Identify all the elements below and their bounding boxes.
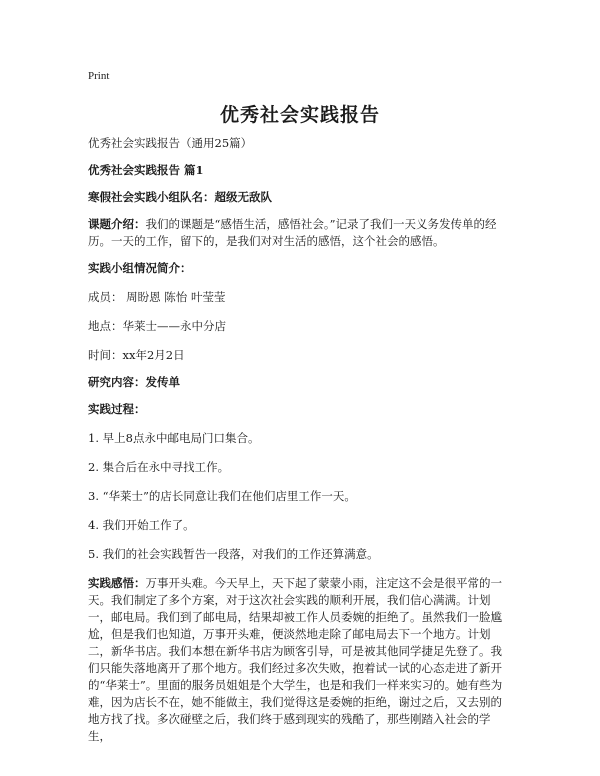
reflection-paragraph <box>88 575 508 745</box>
process-step: 4. 我们开始工作了。 <box>88 518 195 532</box>
document-body <box>88 135 508 745</box>
process-step: 3. “华莱士”的店长同意让我们在他们店里工作一天。 <box>88 489 356 503</box>
subtitle: 优秀社会实践报告（通用25篇） <box>88 136 253 150</box>
team-name: 寒假社会实践小组队名：超级无敌队 <box>88 190 272 204</box>
process-step: 1. 早上8点永中邮电局门口集合。 <box>88 431 260 445</box>
process-step: 2. 集合后在永中寻找工作。 <box>88 460 230 474</box>
intro-paragraph <box>88 216 508 250</box>
section-heading: 优秀社会实践报告 篇1 <box>88 163 204 177</box>
research-line: 研究内容：发传单 <box>88 375 180 389</box>
process-heading: 实践过程： <box>88 402 146 416</box>
location-line: 地点：华莱士——永中分店 <box>88 319 226 333</box>
reflection-text: 万事开头难。今天早上，天下起了蒙蒙小雨，注定这不会是很平常的一天。我们制定了多个方案，对于这次社会实践的顺利开展，我们信心满满。计划一，邮电局。我们到了邮电局，结果却被工作人员委婉的拒绝了。虽然我们一脸尴尬，但是我们也知道，万事开头难，便淡然地走除了邮电局去下一个地方。计划二，新华书店。我们本想在新华书店为顾客引导，可是被其他同学捷足先登了。我们只能失落地离开了那个地方。我们经过多次失败，抱着试一试的心态走进了新开的“华莱士”。里面的服务员姐姐是个大学生，也是和我们一样来实习的。她有些为难，因为店长不在，她不能做主，我们觉得这是委婉的拒绝，谢过之后，又去别的地方找了找。多次碰壁之后，我们终于感到现实的残酷了，那些刚踏入社会的学生， <box>88 576 503 743</box>
reflection-label: 实践感悟： <box>88 576 146 590</box>
members-line: 成员： 周盼恩 陈怡 叶莹莹 <box>88 290 226 304</box>
intro-text: 我们的课题是“感悟生活，感悟社会。”记录了我们一天义务发传单的经历。一天的工作，留下的，是我们对对生活的感悟，这个社会的感悟。 <box>88 217 497 248</box>
group-heading: 实践小组情况简介： <box>88 261 192 275</box>
page-title: 优秀社会实践报告 <box>219 104 380 126</box>
intro-label: 课题介绍： <box>88 217 146 231</box>
print-link[interactable]: Print <box>88 70 110 82</box>
process-step: 5. 我们的社会实践暂告一段落，对我们的工作还算满意。 <box>88 547 379 561</box>
time-line: 时间：xx年2月2日 <box>88 348 185 362</box>
